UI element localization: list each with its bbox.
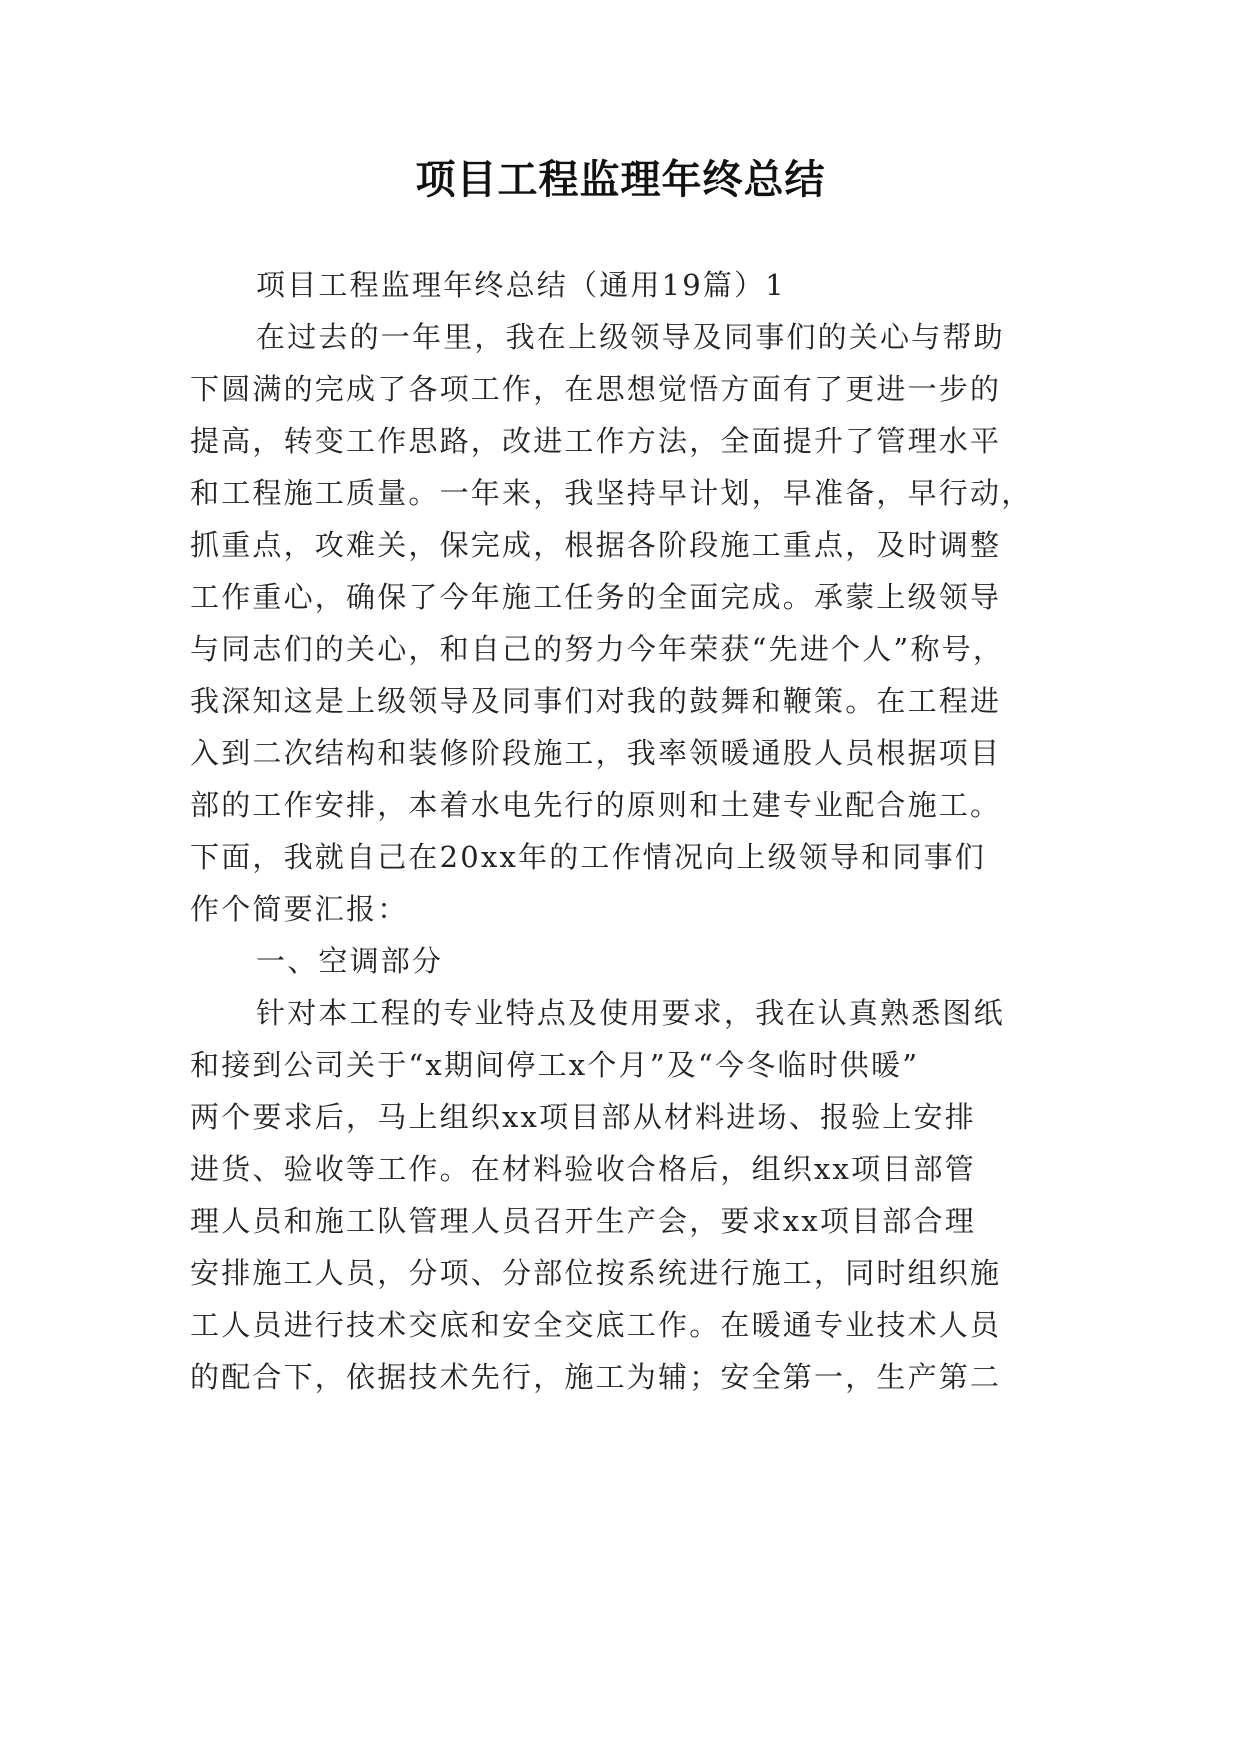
paragraph-line: 抓重点，攻难关，保完成，根据各阶段施工重点，及时调整 <box>190 528 1002 562</box>
paragraph-line: 进货、验收等工作。在材料验收合格后，组织xx项目部管 <box>190 1152 976 1186</box>
paragraph-line: 下圆满的完成了各项工作，在思想觉悟方面有了更进一步的 <box>190 372 1002 406</box>
paragraph-line: 入到二次结构和装修阶段施工，我率领暖通股人员根据项目 <box>190 736 1002 770</box>
paragraph-line: 在过去的一年里，我在上级领导及同事们的关心与帮助 <box>256 320 1005 354</box>
subtitle-line: 项目工程监理年终总结（通用19篇）1 <box>256 268 786 302</box>
paragraph-line: 工作重心，确保了今年施工任务的全面完成。承蒙上级领导 <box>190 580 1002 614</box>
paragraph-line: 的配合下，依据技术先行，施工为辅；安全第一，生产第二 <box>190 1360 1002 1394</box>
paragraph-line: 理人员和施工队管理人员召开生产会，要求xx项目部合理 <box>190 1204 976 1238</box>
section-heading: 一、空调部分 <box>256 944 444 978</box>
paragraph-line: 提高，转变工作思路，改进工作方法，全面提升了管理水平 <box>190 424 1002 458</box>
document-title: 项目工程监理年终总结 <box>415 156 826 203</box>
paragraph-line: 和工程施工质量。一年来，我坚持早计划，早准备，早行动， <box>190 476 1033 510</box>
paragraph-line: 安排施工人员，分项、分部位按系统进行施工，同时组织施 <box>190 1256 1002 1290</box>
paragraph-line: 下面，我就自己在20xx年的工作情况向上级领导和同事们 <box>190 840 987 874</box>
paragraph-line: 我深知这是上级领导及同事们对我的鼓舞和鞭策。在工程进 <box>190 684 1002 718</box>
paragraph-line: 针对本工程的专业特点及使用要求，我在认真熟悉图纸 <box>256 996 1005 1030</box>
paragraph-line: 作个简要汇报： <box>190 892 409 926</box>
paragraph-line: 和接到公司关于“x期间停工x个月”及“今冬临时供暖” <box>190 1048 920 1082</box>
paragraph-line: 工人员进行技术交底和安全交底工作。在暖通专业技术人员 <box>190 1308 1002 1342</box>
paragraph-line: 与同志们的关心，和自己的努力今年荣获“先进个人”称号， <box>190 632 1005 666</box>
paragraph-line: 两个要求后，马上组织xx项目部从材料进场、报验上安排 <box>190 1100 976 1134</box>
paragraph-line: 部的工作安排，本着水电先行的原则和土建专业配合施工。 <box>190 788 1002 822</box>
